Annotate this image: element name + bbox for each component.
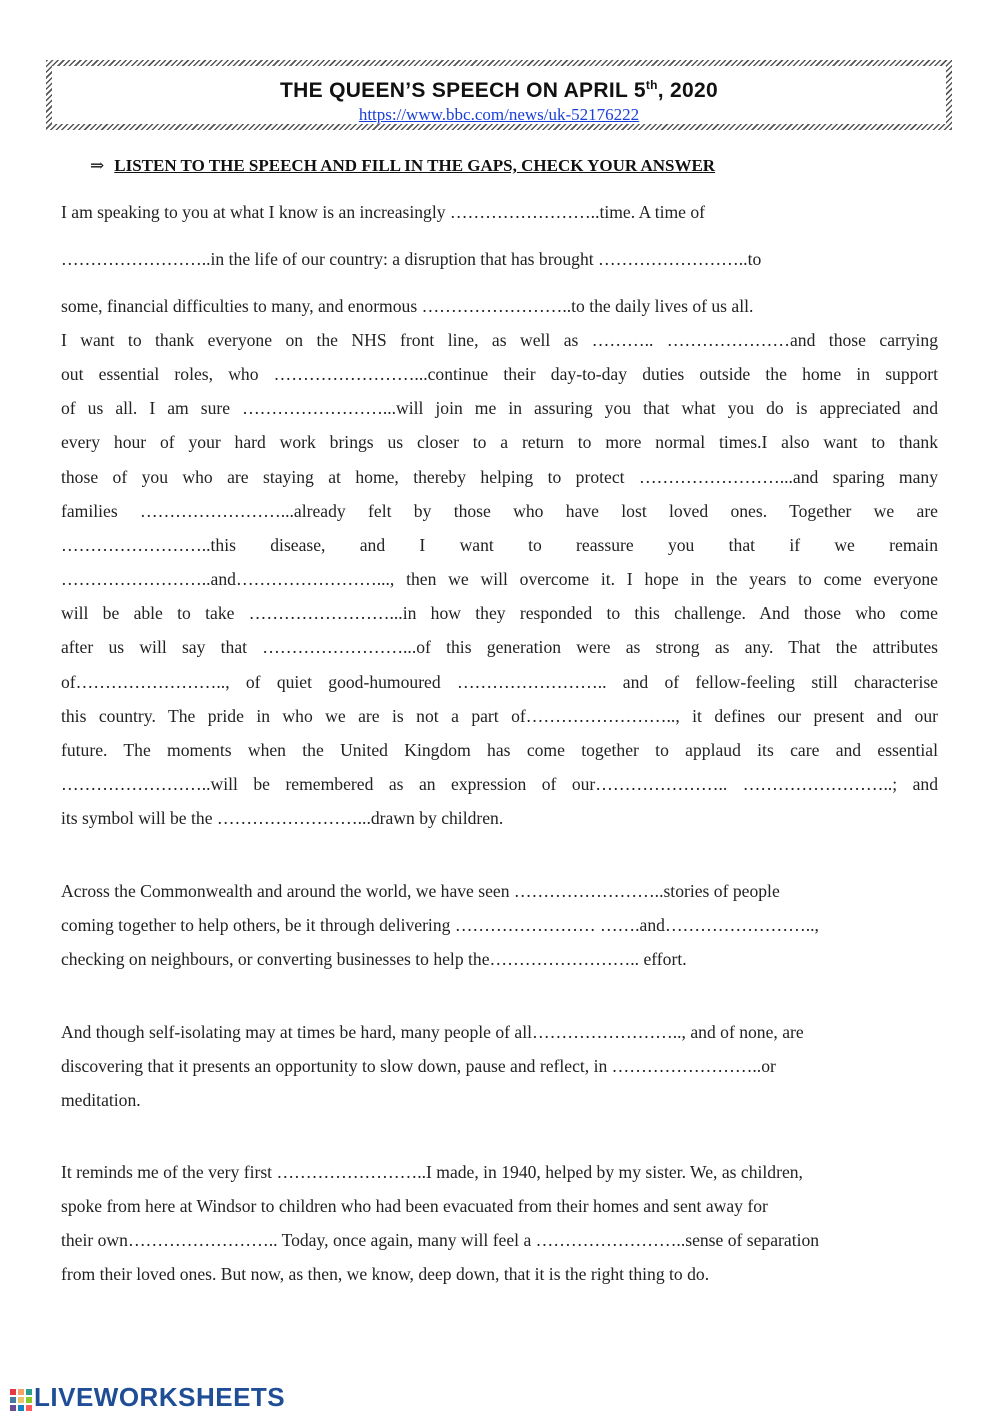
text-line: ……………………..in the life of our country: a disruption that has brought ……………………..to: [61, 249, 762, 269]
text-line: It reminds me of the very first ……………………..I made, in 1940, helped by my sister. We, as children,: [61, 1162, 803, 1182]
text-line: from their loved ones. But now, as then, we know, deep down, that it is the right thing to do.: [61, 1264, 710, 1284]
source-link[interactable]: https://www.bbc.com/news/uk-52176222: [358, 105, 640, 124]
text-line: their own…………………….. Today, once again, many will feel a ……………………..sense of separation: [61, 1230, 820, 1250]
text-line: some, financial difficulties to many, and enormous ……………………..to the daily lives of us all.: [61, 296, 754, 316]
text-line: every hour of your hard work brings us closer to a return to more normal times.I also want to thank: [61, 432, 938, 452]
logo-icon: [10, 1387, 32, 1409]
text-line: after us will say that ……………………...of this generation were as strong as any. That the attributes: [61, 637, 938, 657]
text-line: out essential roles, who ……………………...continue their day-to-day duties outside the home in support: [61, 364, 938, 384]
title-end: , 2020: [657, 79, 718, 102]
text-line: this country. The pride in who we are is not a part of…………………….., it defines our present and our: [61, 706, 938, 726]
text-line: Across the Commonwealth and around the world, we have seen ……………………..stories of people: [61, 881, 780, 901]
instruction: [90, 156, 715, 176]
text-line: checking on neighbours, or converting businesses to help the…………………….. effort.: [61, 949, 687, 969]
page-title: [52, 72, 946, 104]
liveworksheets-logo[interactable]: [10, 1382, 285, 1413]
logo-text: LIVEWORKSHEETS: [34, 1382, 286, 1412]
text-line: And though self-isolating may at times be hard, many people of all…………………….., and of none, are: [61, 1022, 804, 1042]
arrow-icon: ⇒: [90, 156, 105, 175]
text-line: of…………………….., of quiet good-humoured …………………….. and of fellow-feeling still characterise: [61, 672, 938, 692]
text-line: its symbol will be the ……………………...drawn by children.: [61, 808, 504, 828]
text-line: discovering that it presents an opportunity to slow down, pause and reflect, in ……………………..or: [61, 1056, 776, 1076]
text-line: ……………………..will be remembered as an expression of our………………….. ……………………..; and: [61, 774, 938, 794]
text-line: will be able to take ……………………...in how they responded to this challenge. And those who come: [61, 603, 938, 623]
title-main: THE QUEEN’S SPEECH ON APRIL 5: [280, 79, 646, 102]
text-line: future. The moments when the United Kingdom has come together to applaud its care and essential: [61, 740, 938, 760]
text-line: coming together to help others, be it through delivering …………………… …….and……………………..,: [61, 915, 819, 935]
title-box: [46, 60, 952, 130]
text-line: ……………………..this disease, and I want to reassure you that if we remain: [61, 535, 938, 555]
text-line: I want to thank everyone on the NHS front line, as well as ……….. …………………and those carrying: [61, 330, 938, 350]
title-inner: [52, 66, 946, 124]
text-line: of us all. I am sure ……………………...will join me in assuring you that what you do is appreciated and: [61, 398, 938, 418]
instruction-text: LISTEN TO THE SPEECH AND FILL IN THE GAPS, CHECK YOUR ANSWER: [114, 156, 716, 175]
text-line: families ……………………...already felt by those who have lost loved ones. Together we are: [61, 501, 938, 521]
text-line: spoke from here at Windsor to children who had been evacuated from their homes and sent away for: [61, 1196, 768, 1216]
text-line: ……………………..and……………………..., then we will overcome it. I hope in the years to come everyone: [61, 569, 938, 589]
text-line: those of you who are staying at home, thereby helping to protect ……………………...and sparing many: [61, 467, 938, 487]
title-superscript: th: [645, 78, 658, 92]
text-line: meditation.: [61, 1090, 141, 1110]
text-line: I am speaking to you at what I know is an increasingly ……………………..time. A time of: [61, 202, 706, 222]
